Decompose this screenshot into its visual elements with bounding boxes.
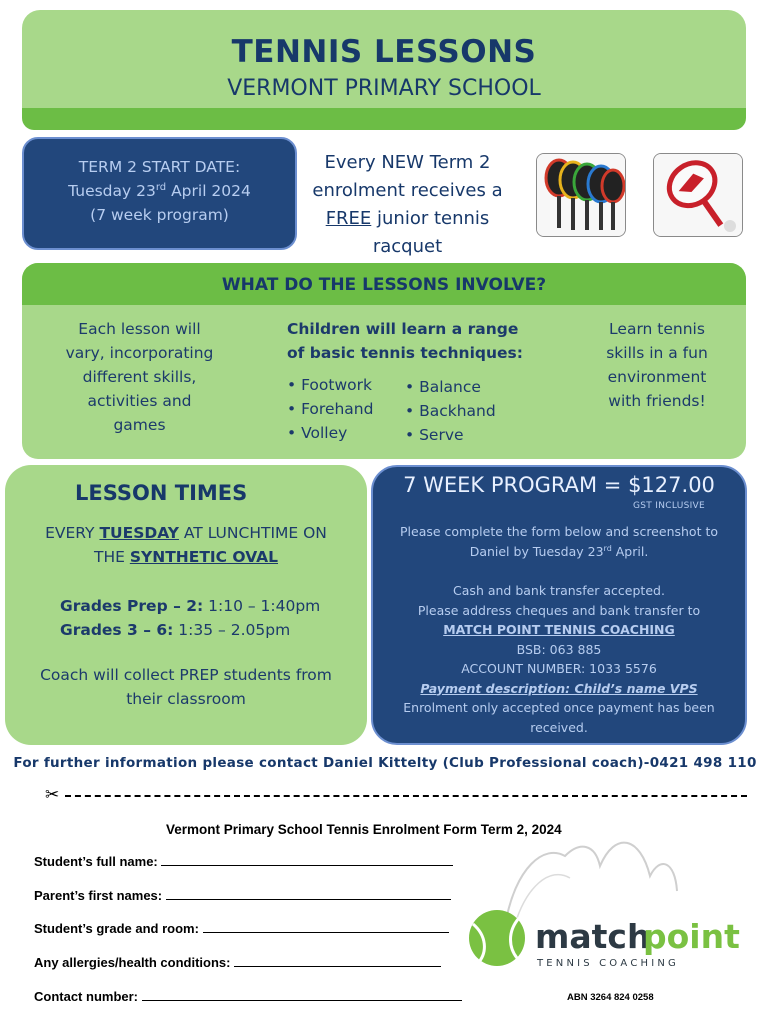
logo-point-text: point xyxy=(643,917,740,956)
term-program-length: (7 week program) xyxy=(90,206,229,224)
racquets-image xyxy=(536,153,626,237)
logo-tagline: T E N N I S C O A C H I N G xyxy=(537,958,676,969)
form-title: Vermont Primary School Tennis Enrolment Form Term 2, 2024 xyxy=(166,822,562,837)
list-item: • Backhand xyxy=(405,402,496,420)
techniques-list-2 xyxy=(405,375,496,447)
lessons-involve-section xyxy=(22,263,746,459)
payee-name: MATCH POINT TENNIS COACHING xyxy=(443,622,675,637)
page-title: TENNIS LESSONS xyxy=(231,34,537,70)
junior-racquet-image xyxy=(653,153,743,237)
bsb: BSB: 063 885 xyxy=(516,641,602,657)
account-number: ACCOUNT NUMBER: 1033 5576 xyxy=(461,661,657,676)
contact-number-field[interactable]: Contact number: xyxy=(34,989,462,1004)
techniques-block: Children will learn a range of basic tennis techniques: • Footwork • Forehand • Volley • Balance • Backhand • Serve xyxy=(287,317,547,365)
student-name-field[interactable]: Student’s full name: xyxy=(34,854,453,869)
contact-info: For further information please contact Daniel Kittelty (Club Professional coach)-0421 498 110 xyxy=(13,755,757,771)
free-racquet-offer: Every NEW Term 2 enrolment receives a FREE junior tennis racquet xyxy=(312,152,503,257)
term-start-box xyxy=(22,137,297,250)
lesson-variety-text: Each lesson will vary, incorporating different skills, activities and games xyxy=(65,320,214,434)
involve-heading: WHAT DO THE LESSONS INVOLVE? xyxy=(22,263,746,305)
fun-environment-text: Learn tennis skills in a fun environment with friends! xyxy=(606,320,708,410)
list-item: • Balance xyxy=(405,378,481,396)
logo-match-text: match xyxy=(535,917,651,956)
lesson-times-section xyxy=(5,465,367,745)
payment-instructions: Please complete the form below and screenshot to Daniel by Tuesday 23rd April. Cash and bank transfer accepted. Please address cheques and bank transfer to MATCH POINT TENNIS COACHING BSB: 063 885 ACCOUNT NUMBER: 1033 5576 Payment description: Child’s name VPS Enrolment only accepted once payment has been received. xyxy=(373,522,745,737)
techniques-list-1 xyxy=(287,373,373,445)
school-name: VERMONT PRIMARY SCHOOL xyxy=(227,76,541,101)
program-price: 7 WEEK PROGRAM = $127.00 xyxy=(403,473,715,497)
abn-number: ABN 3264 824 0258 xyxy=(567,992,654,1003)
grade-time-row: Grades Prep – 2: 1:10 – 1:40pm xyxy=(60,597,321,615)
gst-note: GST INCLUSIVE xyxy=(633,501,705,511)
program-payment-section xyxy=(371,465,747,745)
grade-time-row: Grades 3 – 6: 1:35 – 2.05pm xyxy=(60,621,291,639)
term-start-label: TERM 2 START DATE: xyxy=(78,158,241,176)
payment-description: Payment description: Child’s name VPS xyxy=(420,680,698,696)
dashed-divider xyxy=(65,795,747,797)
lesson-schedule: EVERY TUESDAY AT LUNCHTIME ON THE SYNTHETIC OVAL xyxy=(45,524,327,566)
grade-room-field[interactable]: Student’s grade and room: xyxy=(34,921,449,936)
allergies-field[interactable]: Any allergies/health conditions: xyxy=(34,955,441,970)
list-item: • Forehand xyxy=(287,400,374,418)
matchpoint-logo xyxy=(465,836,755,976)
cut-line xyxy=(45,787,747,803)
coach-collect-note: Coach will collect PREP students from their classroom xyxy=(40,666,332,708)
list-item: • Footwork xyxy=(287,376,372,394)
lesson-times-title: LESSON TIMES xyxy=(75,481,248,505)
scissors-icon: ✂ xyxy=(45,785,60,805)
term-start-date: Tuesday 23rd April 2024 xyxy=(68,181,251,200)
header-stripe xyxy=(22,108,746,130)
grade-times xyxy=(60,594,320,642)
parent-names-field[interactable]: Parent’s first names: xyxy=(34,888,451,903)
header-banner xyxy=(22,10,746,130)
list-item: • Volley xyxy=(287,424,348,442)
list-item: • Serve xyxy=(405,426,464,444)
